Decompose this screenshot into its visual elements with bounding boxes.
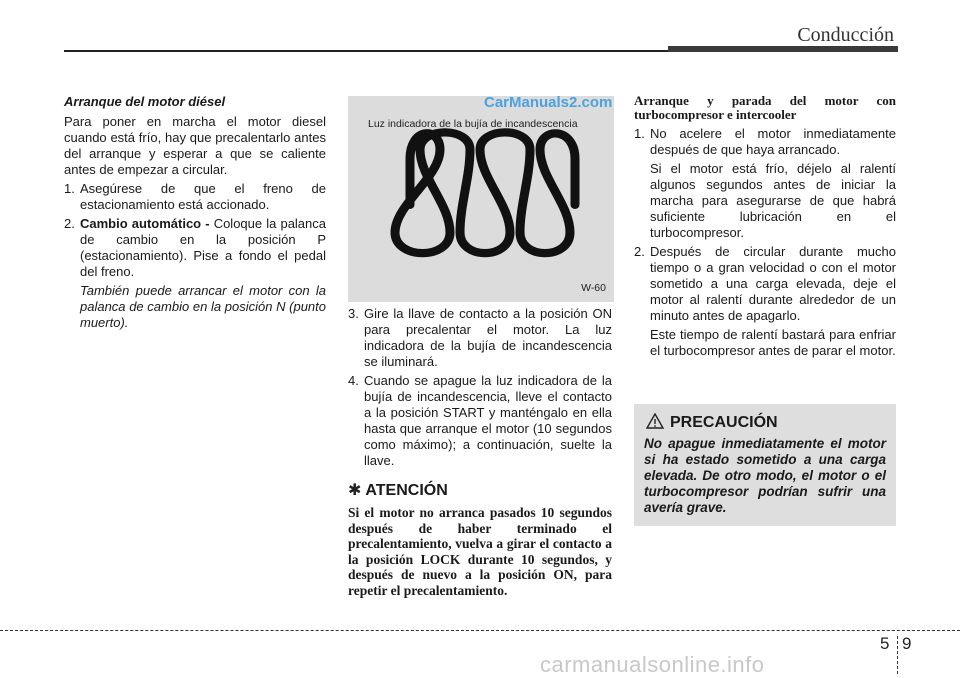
footer-rule: [0, 630, 960, 631]
figure-code: W-60: [581, 282, 606, 294]
step-4: [348, 373, 612, 469]
step-text: Gire la llave de contacto a la posición ON para precalentar el motor. La luz indicadora de la bujía de incandescencia se iluminará.: [364, 306, 612, 369]
column-left: [64, 94, 326, 334]
page-number-divider: [897, 636, 899, 674]
step-body: Coloque la palanca de cambio en la posición P (estacionamiento). Pise a fondo el pedal del freno.: [80, 216, 326, 279]
step-text: [80, 216, 326, 280]
column-right: [634, 94, 896, 362]
step-number: 2.: [64, 216, 75, 231]
step-text: Asegúrese de que el freno de estacionamiento está accionado.: [80, 181, 326, 212]
step-3: [348, 306, 612, 370]
turbo-step-1: [634, 126, 896, 158]
column-middle: [348, 306, 612, 598]
header-rule: [64, 50, 668, 52]
step-2-note: También puede arrancar el motor con la palanca de cambio en la posición N (punto muerto).: [80, 283, 326, 330]
glow-plug-coil-icon: [348, 96, 614, 302]
step-number: 4.: [348, 373, 359, 388]
step-1: [64, 181, 326, 213]
figure-caption: Luz indicadora de la bujía de incandescencia: [368, 118, 578, 130]
attention-body: Si el motor no arranca pasados 10 segundos después de haber terminado el precalentamiento, vuelva a girar el contacto a la posición LOCK durante 10 segundos, y después de nuevo a la posición ON, para repetir el precalentamiento.: [348, 505, 612, 598]
intro-paragraph: Para poner en marcha el motor diesel cuando está frío, hay que precalentarlo antes del arranque y esperar a que se caliente antes de empezar a circular.: [64, 114, 326, 177]
step-text: No acelere el motor inmediatamente después de que haya arrancado.: [650, 126, 896, 157]
step-bold-label: Cambio automático -: [80, 216, 210, 231]
page-number: 9: [902, 634, 912, 653]
step-text: Cuando se apague la luz indicadora de la bujía de incandescencia, lleve el contacto a la posición START y manténgalo en ella hasta que arranque el motor (10 segundos como máximo); a continuación, suelte la llave.: [364, 373, 612, 468]
header-rule-accent: [668, 46, 898, 52]
subtitle-diesel-start: Arranque del motor diésel: [64, 94, 226, 109]
footer-watermark: carmanualsonline.info: [540, 652, 765, 677]
step-number: 1.: [64, 181, 75, 196]
step-number: 1.: [634, 126, 645, 141]
caution-body: No apague inmediatamente el motor si ha estado sometido a una carga elevada. De otro modo, el motor o el turbocompresor podrían sufrir una avería grave.: [644, 436, 886, 515]
turbo-step-2-note: Este tiempo de ralentí bastará para enfriar el turbocompresor antes de parar el motor.: [650, 327, 896, 358]
turbo-step-1-note: Si el motor está frío, déjelo al ralentí algunos segundos antes de iniciar la marcha para asegurarse de que habrá suficiente lubricación en el turbocompresor.: [650, 161, 896, 240]
turbo-heading: Arranque y parada del motor con turbocompresor e intercooler: [634, 93, 896, 122]
warning-triangle-icon: [646, 413, 664, 429]
attention-heading: [348, 483, 612, 499]
caution-title: PRECAUCIÓN: [670, 414, 778, 431]
step-2: [64, 216, 326, 280]
attention-star-icon: ✱: [348, 482, 362, 499]
attention-title: ATENCIÓN: [365, 482, 448, 499]
step-number: 2.: [634, 244, 645, 259]
caution-box: [634, 404, 896, 526]
turbo-step-2: [634, 244, 896, 324]
glow-plug-figure: [348, 96, 614, 302]
section-title: Conducción: [797, 24, 894, 46]
step-text: Después de circular durante mucho tiempo o a gran velocidad o con el motor sometido a una carga elevada, deje el motor al ralentí durante alrededor de un minuto antes de apagarlo.: [650, 244, 896, 323]
chapter-number: 5: [880, 634, 890, 653]
step-number: 3.: [348, 306, 359, 321]
figure-watermark: CarManuals2.com: [484, 94, 613, 111]
